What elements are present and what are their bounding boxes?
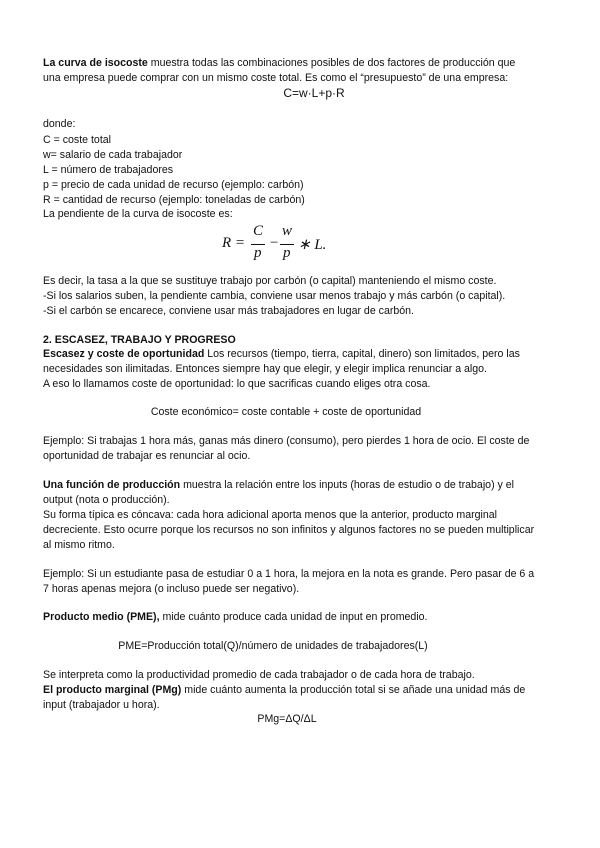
eq-minus: −: [269, 235, 280, 251]
escasez-line-1: [43, 348, 520, 361]
eq-numerator-w: w: [282, 223, 293, 239]
pendiente-label: La pendiente de la curva de isocoste es:: [43, 208, 233, 220]
eq-lhs: R =: [222, 235, 246, 251]
escasez-line-2: necesidades son ilimitadas. Entonces siempre hay que elegir, y elegir implica renunciar a algo.: [43, 363, 488, 375]
funcion-text: muestra la relación entre los inputs (horas de estudio o de trabajo) y el: [180, 479, 515, 491]
pmg-formula: PMg=ΔQ/ΔL: [257, 713, 317, 725]
eq-denominator-p2: p: [283, 245, 291, 261]
ejemplo-1-line-2: oportunidad de trabajar es renunciar al ocio.: [43, 450, 251, 462]
def-c: C = coste total: [43, 134, 112, 146]
salarios-line: -Si los salarios suben, la pendiente cambia, conviene usar menos trabajo y más carbón (o capital).: [43, 290, 506, 302]
es-decir-line: Es decir, la tasa a la que se sustituye trabajo por carbón (o capital) manteniendo el mismo coste.: [43, 275, 497, 287]
pme-term: Producto medio (PME),: [43, 611, 160, 623]
eq-numerator-c: C: [253, 223, 264, 239]
funcion-line-3: Su forma típica es cóncava: cada hora adicional aporta menos que la anterior, producto marginal: [43, 509, 498, 521]
section-2-heading: 2. ESCASEZ, TRABAJO Y PROGRESO: [43, 334, 236, 346]
funcion-term: Una función de producción: [43, 479, 181, 491]
pmg-line-2: input (trabajador u hora).: [43, 699, 160, 711]
escasez-term: Escasez y coste de oportunidad: [43, 348, 205, 360]
funcion-line-1: [43, 479, 514, 492]
ejemplo-2-line-2: 7 horas apenas mejora (o incluso puede ser negativo).: [43, 583, 300, 595]
pme-text: mide cuánto produce cada unidad de input en promedio.: [159, 611, 428, 623]
funcion-line-2: output (nota o producción).: [43, 494, 170, 506]
def-l: L = número de trabajadores: [43, 164, 174, 176]
isocoste-paragraph-line-1: [43, 57, 515, 70]
isocoste-paragraph-line-2: una empresa puede comprar con un mismo coste total. Es como el “presupuesto” de una empresa:: [43, 72, 509, 84]
pmg-text: mide cuánto aumenta la producción total si se añade una unidad más de: [181, 684, 526, 696]
escasez-line-3: A eso lo llamamos coste de oportunidad: lo que sacrificas cuando eliges otra cosa.: [43, 378, 431, 390]
funcion-line-5: al mismo ritmo.: [43, 539, 115, 551]
funcion-line-4: decreciente. Esto ocurre porque los recursos no son infinitos y algunos factores no se pueden multiplicar: [43, 524, 535, 536]
carbon-line: -Si el carbón se encarece, conviene usar más trabajadores en lugar de carbón.: [43, 305, 414, 317]
slope-equation: [222, 223, 332, 262]
ejemplo-2-line-1: Ejemplo: Si un estudiante pasa de estudiar 0 a 1 hora, la mejora en la nota es grande. Pero pasar de 6 a: [43, 568, 535, 580]
def-w: w= salario de cada trabajador: [43, 149, 183, 161]
isocoste-term: La curva de isocoste: [43, 57, 148, 69]
ejemplo-1-line-1: Ejemplo: Si trabajas 1 hora más, ganas más dinero (consumo), pero pierdes 1 hora de ocio. El coste de: [43, 435, 530, 447]
donde-label: donde:: [43, 118, 76, 130]
pmg-term: El producto marginal (PMg): [43, 684, 182, 696]
def-p: p = precio de cada unidad de recurso (ejemplo: carbón): [43, 179, 304, 191]
pme-line: [43, 611, 428, 624]
eq-denominator-p1: p: [254, 245, 262, 261]
coste-economico-formula: Coste económico= coste contable + coste de oportunidad: [150, 406, 422, 418]
isocoste-equation: C=w·L+p·R: [283, 86, 345, 100]
pme-formula: PME=Producción total(Q)/número de unidades de trabajadores(L): [118, 640, 428, 652]
escasez-text: Los recursos (tiempo, tierra, capital, dinero) son limitados, pero las: [204, 348, 520, 360]
isocoste-definition: muestra todas las combinaciones posibles de dos factores de producción que: [147, 57, 516, 69]
def-r: R = cantidad de recurso (ejemplo: toneladas de carbón): [43, 194, 305, 206]
pmg-line-1: [43, 684, 525, 697]
eq-tail: ∗ L.: [298, 237, 327, 253]
pme-interpretation: Se interpreta como la productividad promedio de cada trabajador o de cada hora de trabajo.: [43, 669, 475, 681]
